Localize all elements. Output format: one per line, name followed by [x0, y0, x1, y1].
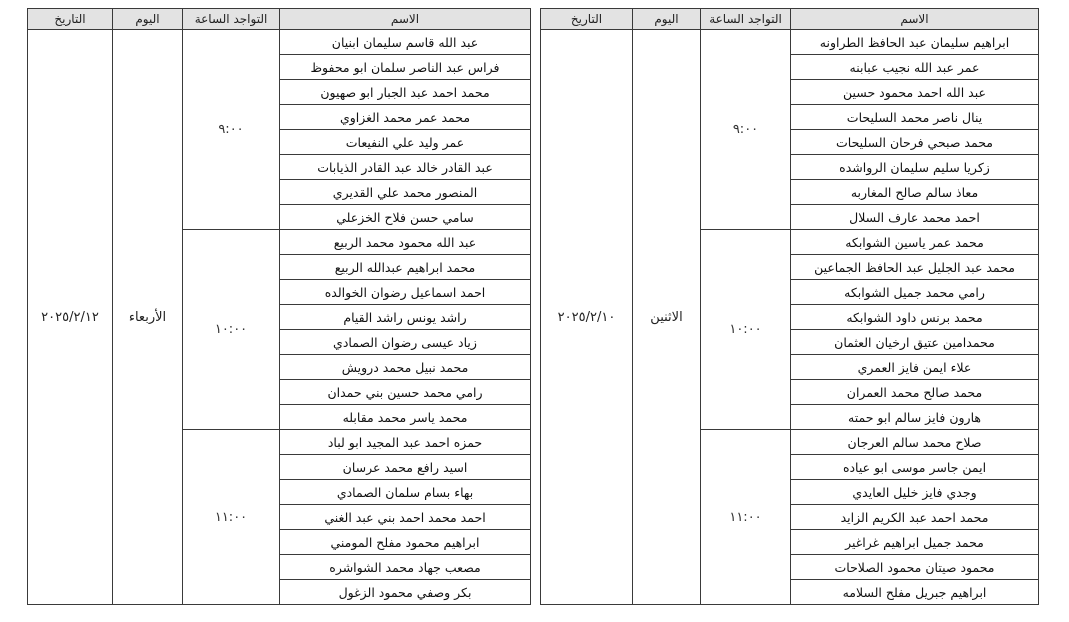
time-slot-cell: ١٠:٠٠	[701, 230, 791, 430]
name-cell: مصعب جهاد محمد الشواشره	[280, 555, 531, 580]
name-cell: محمد نبيل محمد درويش	[280, 355, 531, 380]
name-cell: احمد محمد احمد بني عبد الغني	[280, 505, 531, 530]
name-cell: ابراهيم محمود مفلح المومني	[280, 530, 531, 555]
name-cell: راشد يونس راشد القيام	[280, 305, 531, 330]
name-cell: زكريا سليم سليمان الرواشده	[791, 155, 1039, 180]
name-cell: عمر وليد علي النفيعات	[280, 130, 531, 155]
time-column-header: التواجد الساعة	[183, 9, 280, 30]
day-cell: الاثنين	[633, 30, 701, 605]
name-cell: عمر عبد الله نجيب عبابنه	[791, 55, 1039, 80]
name-cell: محمد عمر محمد الغزاوي	[280, 105, 531, 130]
name-cell: عبد القادر خالد عبد القادر الذيابات	[280, 155, 531, 180]
table-row	[28, 30, 531, 55]
name-cell: عبد الله محمود محمد الربيع	[280, 230, 531, 255]
name-cell: محمد ياسر محمد مقابله	[280, 405, 531, 430]
table-row	[541, 30, 1039, 55]
date-column-header: التاريخ	[541, 9, 633, 30]
name-cell: ينال ناصر محمد السليحات	[791, 105, 1039, 130]
date-cell: ٢٠٢٥/٢/١٠	[541, 30, 633, 605]
name-cell: علاء ايمن فايز العمري	[791, 355, 1039, 380]
table-header-row	[28, 9, 531, 30]
time-slot-cell: ٩:٠٠	[183, 30, 280, 230]
table-header-row	[541, 9, 1039, 30]
name-cell: رامي محمد حسين بني حمدان	[280, 380, 531, 405]
name-cell: فراس عبد الناصر سلمان ابو محفوظ	[280, 55, 531, 80]
time-slot-cell: ١٠:٠٠	[183, 230, 280, 430]
schedule-table-wednesday	[27, 8, 531, 605]
name-cell: محمد صالح محمد العمران	[791, 380, 1039, 405]
time-slot-cell: ١١:٠٠	[701, 430, 791, 605]
name-cell: المنصور محمد علي القديري	[280, 180, 531, 205]
name-cell: محمدامين عتيق ارخيان العثمان	[791, 330, 1039, 355]
name-cell: ابراهيم جبريل مفلح السلامه	[791, 580, 1039, 605]
name-cell: محمد احمد عبد الكريم الزايد	[791, 505, 1039, 530]
name-cell: احمد اسماعيل رضوان الخوالده	[280, 280, 531, 305]
name-cell: زياد عيسى رضوان الصمادي	[280, 330, 531, 355]
name-cell: صلاح محمد سالم العرجان	[791, 430, 1039, 455]
time-slot-cell: ١١:٠٠	[183, 430, 280, 605]
name-cell: بكر وصفي محمود الزغول	[280, 580, 531, 605]
day-column-header: اليوم	[633, 9, 701, 30]
name-cell: معاذ سالم صالح المغاربه	[791, 180, 1039, 205]
name-column-header: الاسم	[280, 9, 531, 30]
name-cell: محمد ابراهيم عبدالله الربيع	[280, 255, 531, 280]
name-cell: بهاء بسام سلمان الصمادي	[280, 480, 531, 505]
name-column-header: الاسم	[791, 9, 1039, 30]
day-column-header: اليوم	[113, 9, 183, 30]
time-column-header: التواجد الساعة	[701, 9, 791, 30]
date-column-header: التاريخ	[28, 9, 113, 30]
day-cell: الأربعاء	[113, 30, 183, 605]
name-cell: ايمن جاسر موسى ابو عياده	[791, 455, 1039, 480]
schedule-table-monday	[540, 8, 1039, 605]
name-cell: وجدي فايز خليل العايدي	[791, 480, 1039, 505]
name-cell: عبد الله قاسم سليمان ابنيان	[280, 30, 531, 55]
name-cell: محمد جميل ابراهيم غراغير	[791, 530, 1039, 555]
name-cell: محمد صبحي فرحان السليحات	[791, 130, 1039, 155]
name-cell: احمد محمد عارف السلال	[791, 205, 1039, 230]
name-cell: هارون فايز سالم ابو حمته	[791, 405, 1039, 430]
name-cell: محمد عمر ياسين الشوابكه	[791, 230, 1039, 255]
name-cell: محمد احمد عبد الجبار ابو صهيون	[280, 80, 531, 105]
name-cell: عبد الله احمد محمود حسين	[791, 80, 1039, 105]
time-slot-cell: ٩:٠٠	[701, 30, 791, 230]
name-cell: محمد عبد الجليل عبد الحافظ الجماعين	[791, 255, 1039, 280]
name-cell: محمود صيتان محمود الصلاحات	[791, 555, 1039, 580]
name-cell: سامي حسن فلاح الخزعلي	[280, 205, 531, 230]
name-cell: محمد برنس داود الشوابكه	[791, 305, 1039, 330]
name-cell: رامي محمد جميل الشوابكه	[791, 280, 1039, 305]
date-cell: ٢٠٢٥/٢/١٢	[28, 30, 113, 605]
name-cell: حمزه احمد عبد المجيد ابو لباد	[280, 430, 531, 455]
name-cell: ابراهيم سليمان عبد الحافظ الطراونه	[791, 30, 1039, 55]
name-cell: اسيد رافع محمد عرسان	[280, 455, 531, 480]
